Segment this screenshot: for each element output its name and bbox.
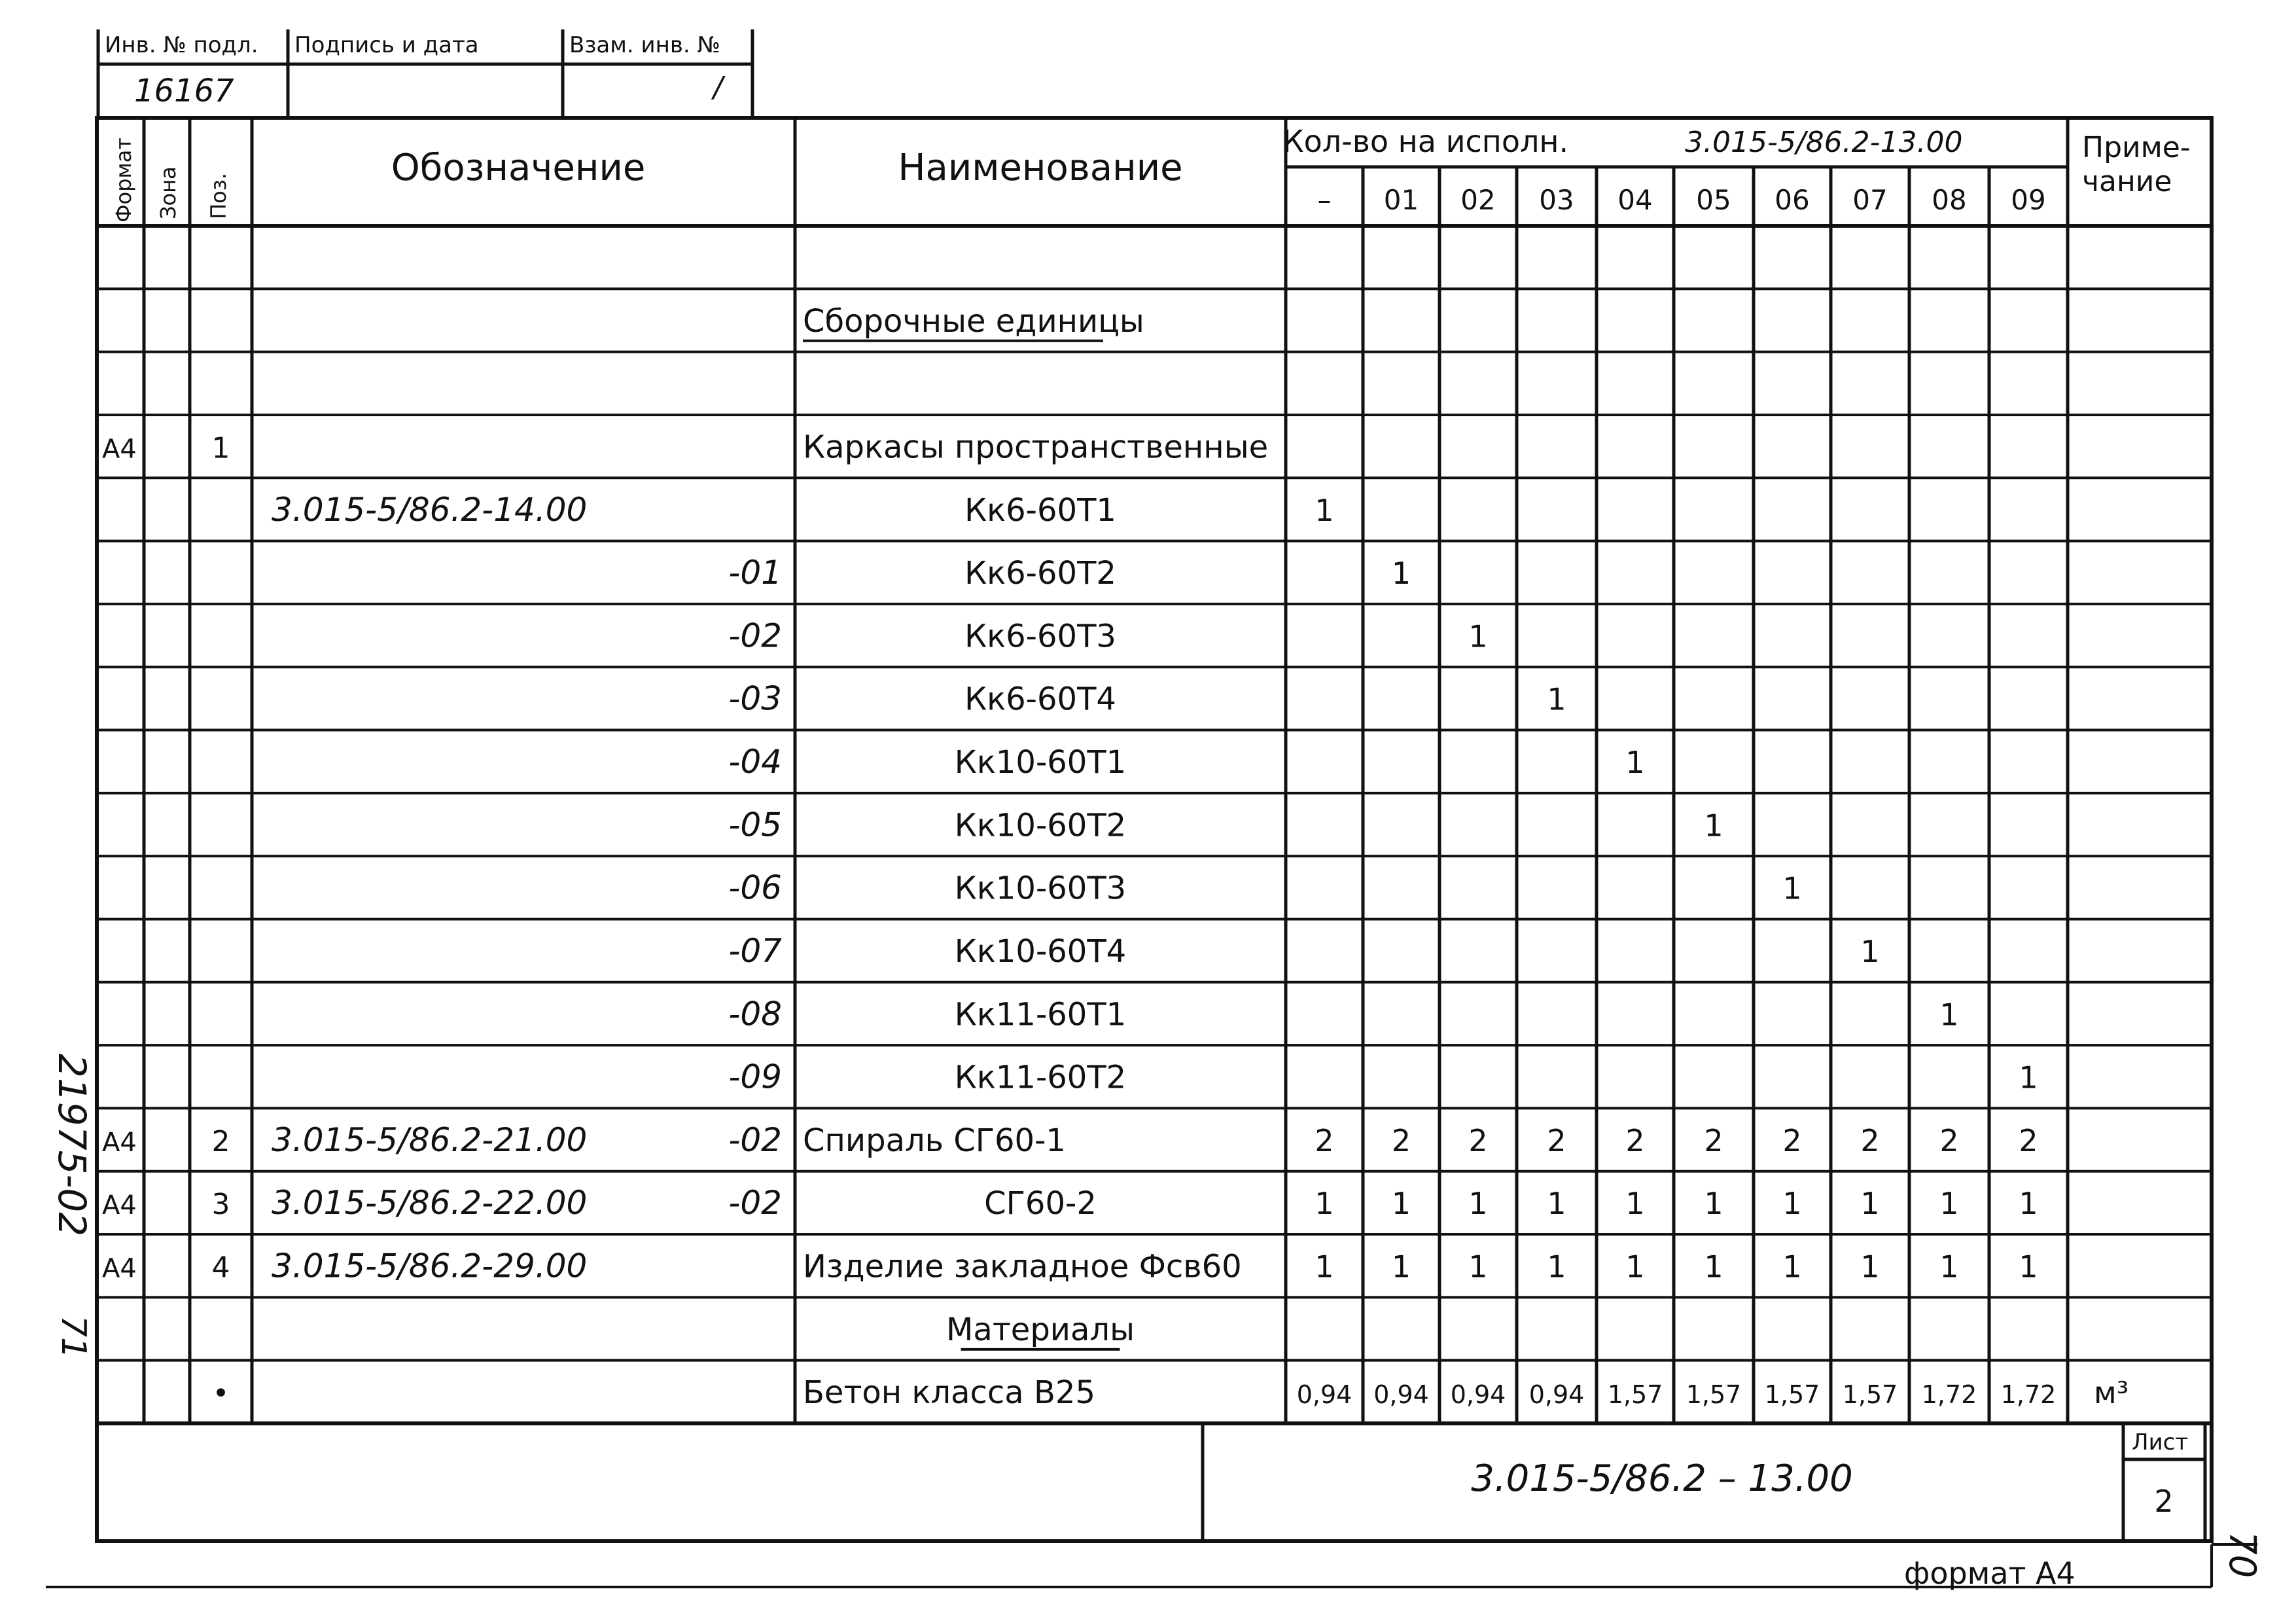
cell-qty: 1 <box>1625 1186 1645 1222</box>
cell-qty: 1,57 <box>1842 1380 1898 1410</box>
cell-qty: 1,72 <box>2000 1380 2057 1410</box>
cell-qty: 1 <box>1468 1186 1488 1222</box>
cell-qty: 2 <box>1391 1122 1411 1158</box>
cell-qty: 1 <box>1782 1249 1802 1285</box>
cell-pos: • <box>212 1377 230 1411</box>
footer-sheet-number: 2 <box>2154 1484 2174 1519</box>
cell-name: Кк6-60Т3 <box>964 618 1116 655</box>
cell-qty: 0,94 <box>1528 1380 1585 1410</box>
cell-designation-suffix: -04 <box>728 743 782 781</box>
cell-qty: 1 <box>1468 1249 1488 1285</box>
cell-name: Каркасы пространственные <box>803 429 1269 466</box>
cell-name: СГ60-2 <box>984 1185 1097 1222</box>
cell-designation: 3.015-5/86.2-29.00 <box>272 1247 588 1285</box>
cell-qty: 2 <box>1782 1122 1802 1158</box>
header-qty-doc: 3.015-5/86.2-13.00 <box>1685 126 1963 159</box>
cell-name: Кк10-60Т4 <box>954 933 1127 970</box>
variant-header: 02 <box>1460 184 1496 216</box>
cell-format: А4 <box>102 1190 137 1221</box>
cell-designation-suffix: -08 <box>728 995 782 1033</box>
cell-qty: 1 <box>1782 870 1802 906</box>
margin-right-page: 70 <box>2221 1531 2263 1578</box>
cell-qty: 0,94 <box>1296 1380 1352 1410</box>
header-qty-prefix: Кол-во на исполн. <box>1282 124 1569 159</box>
cell-qty: 1 <box>1939 997 1959 1033</box>
cell-qty: 1,57 <box>1764 1380 1820 1410</box>
header-designation: Обозначение <box>391 147 646 189</box>
cell-pos: 2 <box>211 1124 230 1158</box>
cell-qty: 2 <box>1468 1122 1488 1158</box>
cell-qty: 1 <box>1315 1249 1334 1285</box>
header-note: Приме- чание <box>2082 131 2191 198</box>
cell-qty: 2 <box>1315 1122 1334 1158</box>
cell-qty: 2 <box>1704 1122 1723 1158</box>
margin-left-page: 71 <box>54 1315 93 1359</box>
table-row <box>803 303 1144 341</box>
cell-qty: 2 <box>1625 1122 1645 1158</box>
cell-designation-suffix: -01 <box>728 554 782 592</box>
variant-header: 07 <box>1852 184 1888 216</box>
cell-qty: 1 <box>1860 933 1880 969</box>
variant-header: 09 <box>2011 184 2046 216</box>
cell-qty: 1 <box>1625 745 1645 781</box>
cell-qty: 1 <box>1391 1186 1411 1222</box>
variant-header: 04 <box>1617 184 1653 216</box>
variant-header: 01 <box>1383 184 1419 216</box>
cell-name: Бетон класса В25 <box>803 1374 1095 1412</box>
stamp-header-inv: Инв. № подл. <box>105 32 258 58</box>
cell-qty: 1 <box>1547 1249 1566 1285</box>
cell-qty: 2 <box>1860 1122 1880 1158</box>
stamp-inv-number: 16167 <box>134 73 234 109</box>
cell-name: Кк10-60Т1 <box>954 744 1127 781</box>
cell-name: Кк11-60Т1 <box>954 996 1127 1033</box>
cell-qty: 1 <box>1704 808 1723 844</box>
cell-designation-suffix: -09 <box>728 1058 782 1096</box>
header-zone: Зона <box>156 166 181 219</box>
variant-header: 03 <box>1539 184 1574 216</box>
cell-qty: 1,72 <box>1921 1380 1977 1410</box>
cell-qty: 1 <box>2019 1186 2038 1222</box>
cell-designation-suffix: -02 <box>728 616 782 655</box>
cell-qty: 1 <box>1782 1186 1802 1222</box>
cell-qty: 1,57 <box>1607 1380 1663 1410</box>
header-name: Наименование <box>898 147 1183 189</box>
cell-format: А4 <box>102 1253 137 1284</box>
cell-designation-suffix: -06 <box>728 868 782 907</box>
cell-qty: 0,94 <box>1450 1380 1506 1410</box>
cell-designation-suffix: -05 <box>728 806 782 844</box>
cell-name: Изделие закладное Фсв60 <box>803 1248 1242 1285</box>
cell-pos: 3 <box>211 1188 230 1222</box>
cell-format: А4 <box>102 1127 137 1158</box>
stamp-header-signature: Подпись и дата <box>294 32 479 58</box>
cell-qty: 1 <box>1939 1249 1959 1285</box>
cell-name: Сборочные единицы <box>803 302 1144 340</box>
header-format: Формат <box>111 137 136 223</box>
cell-name: Кк10-60Т3 <box>954 870 1127 907</box>
variant-header: 08 <box>1932 184 1967 216</box>
variant-header: – <box>1317 184 1332 216</box>
cell-name: Материалы <box>946 1311 1135 1348</box>
cell-designation: 3.015-5/86.2-14.00 <box>272 490 588 529</box>
footer-sheet-label: Лист <box>2132 1429 2189 1455</box>
cell-qty: 1 <box>1860 1249 1880 1285</box>
cell-qty: 0,94 <box>1373 1380 1429 1410</box>
cell-qty: 1 <box>1391 556 1411 592</box>
cell-pos: 4 <box>211 1251 230 1285</box>
cell-name: Спираль СГ60-1 <box>803 1122 1066 1159</box>
cell-qty: 1 <box>1547 1186 1566 1222</box>
cell-pos: 1 <box>211 431 230 465</box>
cell-qty: 1,57 <box>1686 1380 1742 1410</box>
cell-designation: 3.015-5/86.2-22.00 <box>272 1184 588 1222</box>
cell-qty: 1 <box>1625 1249 1645 1285</box>
cell-qty: 2 <box>1547 1122 1566 1158</box>
cell-name: Кк6-60Т4 <box>964 681 1116 718</box>
cell-qty: 1 <box>1547 681 1566 717</box>
cell-qty: 1 <box>1315 492 1334 528</box>
cell-name: Кк10-60Т2 <box>954 807 1127 844</box>
stamp-header-replacement: Взам. инв. № <box>569 32 720 58</box>
cell-qty: 1 <box>1315 1186 1334 1222</box>
cell-designation-suffix: -02 <box>728 1120 782 1159</box>
footer-doc-code: 3.015-5/86.2 – 13.00 <box>1471 1457 1853 1500</box>
cell-qty: 1 <box>2019 1060 2038 1096</box>
margin-archive-code: 21975-02 <box>50 1054 94 1237</box>
cell-qty: 2 <box>2019 1122 2038 1158</box>
cell-qty: 1 <box>1704 1249 1723 1285</box>
stamp-replacement: / <box>713 71 723 104</box>
cell-format: А4 <box>102 434 137 465</box>
cell-designation-suffix: -03 <box>728 679 782 718</box>
table-row <box>946 1311 1135 1349</box>
cell-designation: 3.015-5/86.2-21.00 <box>272 1120 588 1159</box>
cell-qty: 1 <box>1704 1186 1723 1222</box>
cell-note: м³ <box>2094 1375 2129 1411</box>
cell-qty: 2 <box>1939 1122 1959 1158</box>
cell-qty: 1 <box>2019 1249 2038 1285</box>
variant-header: 06 <box>1775 184 1810 216</box>
header-pos: Поз. <box>206 173 231 219</box>
cell-qty: 1 <box>1468 618 1488 654</box>
cell-designation-suffix: -07 <box>728 931 782 970</box>
cell-qty: 1 <box>1860 1186 1880 1222</box>
cell-qty: 1 <box>1391 1249 1411 1285</box>
cell-designation-suffix: -02 <box>728 1184 782 1222</box>
cell-name: Кк6-60Т1 <box>964 491 1116 529</box>
cell-name: Кк6-60Т2 <box>964 555 1116 592</box>
cell-name: Кк11-60Т2 <box>954 1059 1127 1096</box>
cell-qty: 1 <box>1939 1186 1959 1222</box>
variant-header: 05 <box>1696 184 1731 216</box>
footer-format-label: формат А4 <box>1904 1556 2075 1591</box>
